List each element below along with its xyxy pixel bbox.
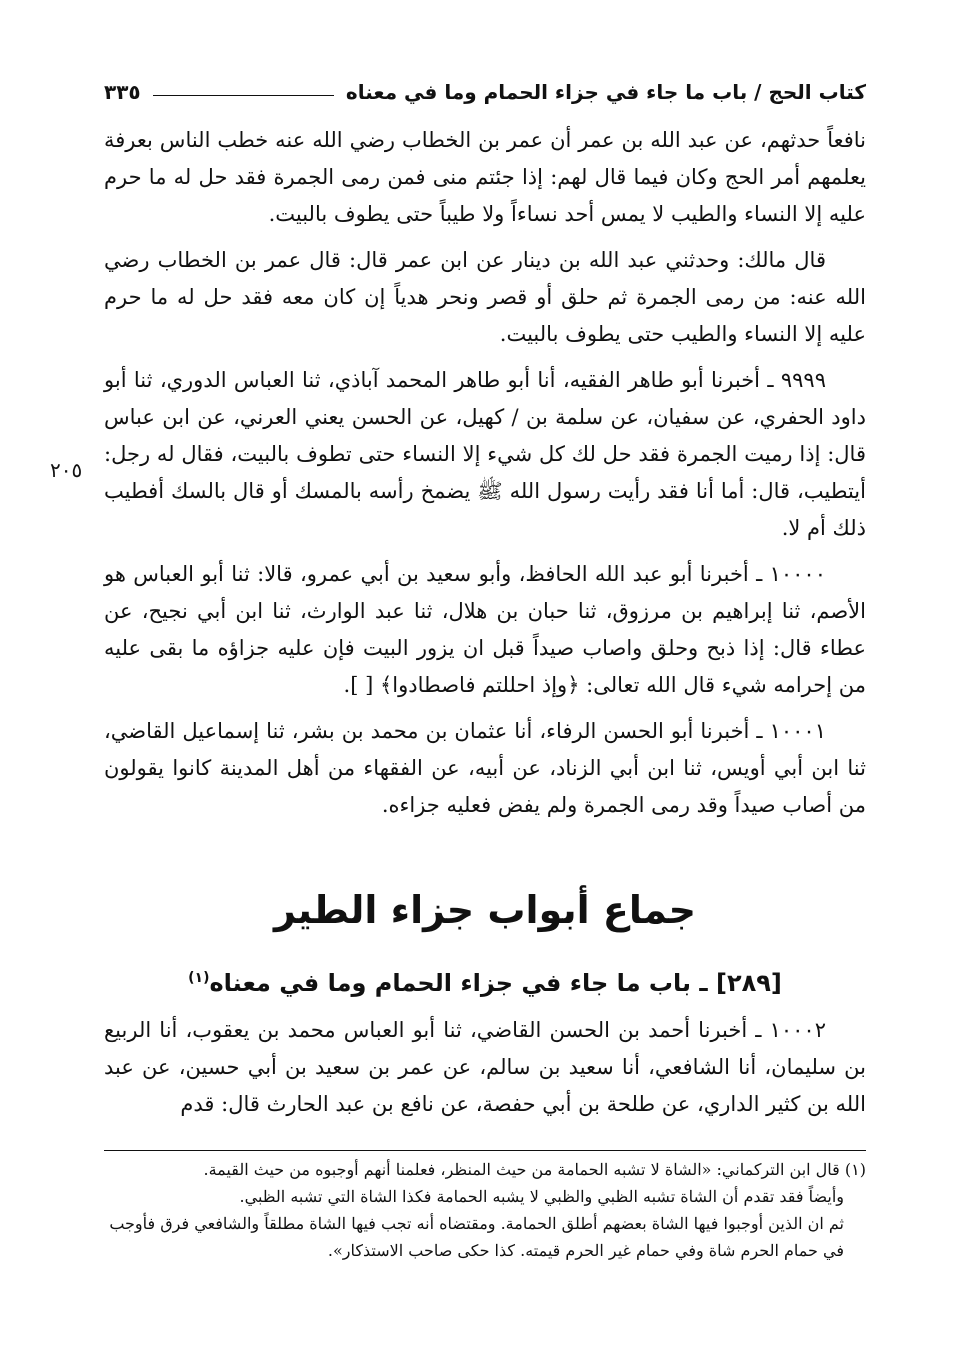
paragraph-3: ٩٩٩٩ ـ أخبرنا أبو طاهر الفقيه، أنا أبو طاهر المحمد آباذي، ثنا العباس الدوري، ثنا أبو داود الحفري، عن سفيان، عن سلمة بن / كهيل، عن الحسن يعني العرني، عن ابن عباس قال: إذا رميت الجمرة فقد حل لك كل شيء إلا النساء حتى تطوف بالبيت، فقال له رجل: أيتطيب، قال: أما أنا فقد رأيت رسول الله ﷺ يضمخ رأسه بالمسك أو قال بالسك أفطيب ذلك أم لا. <box>104 368 866 540</box>
footnote-divider <box>104 1150 866 1151</box>
chapter-title-text: [٢٨٩] ـ باب ما جاء في جزاء الحمام وما في معناه <box>209 969 782 997</box>
paragraph-4: ١٠٠٠٠ ـ أخبرنا أبو عبد الله الحافظ، وأبو سعيد بن أبي عمرو، قالا: ثنا أبو العباس هو الأصم، ثنا إبراهيم بن مرزوق، ثنا حبان بن هلال، ثنا عبد الوارث، ثنا ابن أبي نجيح، عن عطاء قال: إذا ذبح وحلق واصاب صيداً قبل ان يزور البيت فإن عليه جزاؤه ما بقى عليه من إحرامه شيء قال الله تعالى: ﴿وإذ احللتم فاصطادوا﴾ [ ]. <box>104 562 866 697</box>
chapter-footnote-marker: (١) <box>188 970 210 986</box>
paragraph-1: نافعاً حدثهم، عن عبد الله بن عمر أن عمر بن الخطاب رضي الله عنه خطب الناس بعرفة يعلمهم أمر الحج وكان فيما قال لهم: إذا جئتم منى فمن رمى الجمرة فقد حل له ما حرم عليه إلا النساء والطيب لا يمس أحد نساءاً ولا طيباً حتى يطوف بالبيت. <box>104 128 866 226</box>
paragraph-2: قال مالك: وحدثني عبد الله بن دينار عن ابن عمر قال: قال عمر بن الخطاب رضي الله عنه: من رمى الجمرة ثم حلق أو قصر ونحر هدياً إن كان معه فقد حل له ما حرم عليه إلا النساء والطيب حتى يطوف بالبيت. <box>104 248 866 346</box>
main-text-continued <box>104 1012 866 1132</box>
margin-folio-number: ٢٠٥ <box>50 458 83 482</box>
paragraph-6: ١٠٠٠٢ ـ أخبرنا أحمد بن الحسن القاضي، ثنا أبو العباس محمد بن يعقوب، أنا الربيع بن سليمان، أنا الشافعي، أنا سعيد بن سالم، عن عمر بن سعيد بن أبي حسين، عن عبد الله بن كثير الداري، عن طلحة بن أبي حفصة، عن نافع بن عبد الحارث قال: قدم <box>104 1018 866 1116</box>
chapter-title <box>104 958 866 1003</box>
main-text <box>104 122 866 833</box>
page-number: ٣٣٥ <box>104 80 141 104</box>
running-header <box>104 74 866 110</box>
paragraph-5: ١٠٠٠١ ـ أخبرنا أبو الحسن الرفاء، أنا عثمان بن محمد بن بشر، ثنا إسماعيل القاضي، ثنا ابن أبي أويس، ثنا ابن أبي الزناد، عن أبيه، عن الفقهاء من أهل المدينة كانوا يقولون من أصاب صيداً وقد رمى الجمرة ولم يفض فعليه جزاءه. <box>104 719 866 817</box>
footnotes <box>104 1156 866 1264</box>
header-rule <box>153 95 334 96</box>
footnote-1-continued-b: ثم ان الذين أوجبوا فيها الشاة بعضهم أطلق الحمامة. ومقتضاه أنه تجب فيها الشاة مطلقاً والشافعي فرق فأوجب في حمام الحرم شاة وفي حمام غير الحرم قيمته. كذا حكى صاحب الاستذكار». <box>109 1214 844 1260</box>
footnote-1: (١) قال ابن التركماني: «الشاة لا تشبه الحمامة من حيث المنظر، فعلمنا أنهم أوجبوه من حيث القيمة. <box>203 1160 866 1179</box>
footnote-1-continued-a: وأيضاً فقد تقدم أن الشاة تشبه الظبي والظبي لا يشبه الحمامة فكذا الشاة التي تشبه الظبي. <box>239 1187 844 1206</box>
section-title: جماع أبواب جزاء الطير <box>273 888 697 932</box>
header-title: كتاب الحج / باب ما جاء في جزاء الحمام وما في معناه <box>345 80 866 104</box>
